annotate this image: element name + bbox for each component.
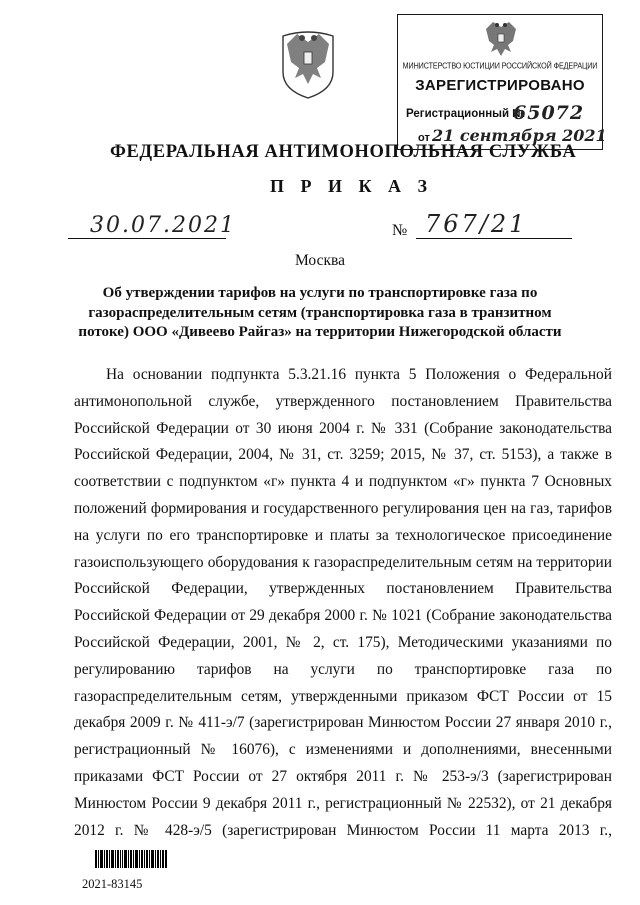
document-body	[74, 362, 612, 844]
body-paragraph: На основании подпункта 5.3.21.16 пункта 5 Положения о Федеральной антимонопольной службе, утвержденного постановлением Правительства Российской Федерации от 30 июня 2004 г. № 331 (Собрание законодательства Российской Федерации, 2004, № 31, ст. 3259; 2015, № 37, ст. 5153), а также в соответствии с подпунктом «г» пункта 4 и подпунктом «г» пункта 7 Основных положений формирования и государственного регулирования цен на газ, тарифов на услуги по его транспортировке и платы за технологическое присоединение газоиспользующего оборудования к газораспределительным сетям на территории Российской Федерации, утвержденных постановлением Правительства Российской Федерации от 29 декабря 2000 г. № 1021 (Собрание законодательства Российской Федерации, 2001, № 2, ст. 175), Методическими указаниями по регулированию тарифов на услуги по транспортировке газа по газораспределительным сетям, утвержденными приказом ФСТ России от 15 декабря 2009 г. № 411-э/7 (зарегистрирован Минюстом России 27 января 2010 г., регистрационный № 16076), с изменениями и дополнениями, внесенными приказами ФСТ России от 27 октября 2011 г. № 253-э/3 (зарегистрирован Минюстом России 9 декабря 2011 г., регистрационный № 22532), от 21 декабря 2012 г. № 428-э/5 (зарегистрирован Минюстом России 11 марта 2013 г.,	[74, 366, 612, 839]
registration-stamp	[397, 14, 607, 150]
stamp-reg-label: Регистрационный №	[406, 108, 526, 120]
document-number: 2021-83145	[82, 877, 143, 891]
barcode	[95, 850, 167, 868]
coat-of-arms-emblem	[275, 22, 341, 100]
stamp-registered-label: ЗАРЕГИСТРИРОВАНО	[415, 77, 585, 94]
stamp-reg-number: 65072	[513, 102, 585, 124]
document-title: Об утверждении тарифов на услуги по транспортировке газа по газораспределительным сетям (транспортировка газа в транзитном потоке) ООО «Дивеево Райгаз» на территории Нижегородской области	[78, 285, 562, 340]
agency-name: ФЕДЕРАЛЬНАЯ АНТИМОНОПОЛЬНАЯ СЛУЖБА	[110, 142, 577, 162]
order-number-underline	[416, 238, 572, 239]
order-number: 767/21	[425, 210, 528, 238]
stamp-ministry-name: МИНИСТЕРСТВО ЮСТИЦИИ РОССИЙСКОЙ ФЕДЕРАЦИИ	[402, 60, 598, 71]
order-date-underline	[68, 238, 226, 239]
stamp-emblem-icon	[482, 19, 520, 59]
stamp-registration-number-line	[406, 103, 598, 125]
stamp-date-label: от	[418, 132, 430, 144]
order-heading: П Р И К А З	[270, 176, 434, 196]
order-date: 30.07.2021	[90, 213, 236, 238]
number-sign: №	[392, 222, 408, 239]
stamp-reg-date: 21 сентября 2021	[432, 126, 607, 145]
city: Москва	[295, 252, 345, 269]
